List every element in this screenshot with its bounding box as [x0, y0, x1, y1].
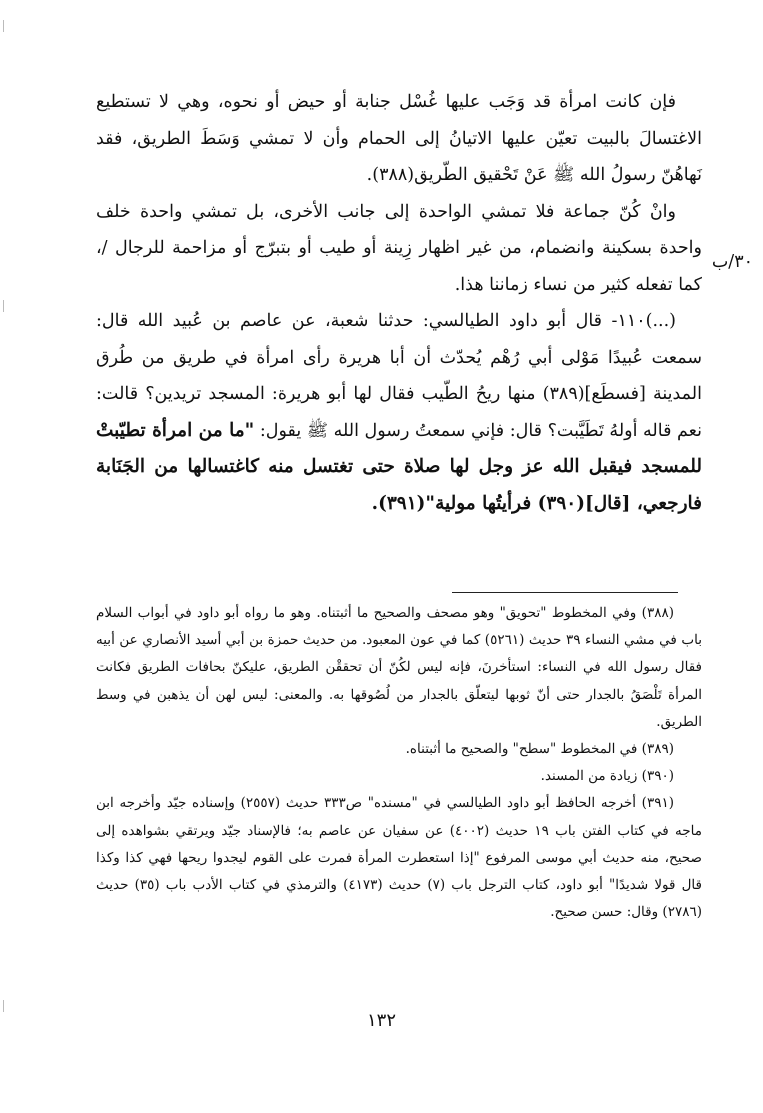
footnote-390: (٣٩٠) زيادة من المسند.	[540, 768, 674, 785]
scan-edge-mark	[3, 20, 4, 32]
paragraph-2: وانْ كُنّ جماعة فلا تمشي الواحدة إلى جانب الأخرى، بل تمشي واحدة خلف واحدة بسكينة وانضمام، من غير اظهار زِينة أو طيب أو بتبرّج أو مزاحمة للرجال /، كما تفعله كثير من نساء زماننا هذا.	[96, 201, 702, 295]
footnote-388: (٣٨٨) وفي المخطوط "تحويق" وهو مصحف والصحيح ما أثبتناه. وهو ما رواه أبو داود في أبواب السلام باب في مشي النساء ٣٩ حديث (٥٢٦١) كما في عون المعبود. من حديث حمزة بن أبي أسيد الأنصاري عن أبيه فقال رسول الله في النساء: استأخرنَ، فإنه ليس لكُنّ أن تحققْن الطريق، عليكنّ بحافات الطريق فكانت المرأة تَلْصَقُ بالجدار حتى أنّ ثوبها ليتعلّق بالجدار من لُصُوقها به. والمعنى: ليس لهن أن يذهبن في وسط الطريق.	[96, 605, 702, 730]
hadith-text: "ما من امرأة تطيّبتْ للمسجد فيقبل الله عز وجل لها صلاة حتى تغتسل منه كاغتسالها من الجَنَابة فارجعي، [قال](٣٩٠) فرأيتُها مولية"(٣٩١).	[96, 419, 702, 514]
scan-edge-mark	[3, 1000, 4, 1012]
footnotes	[96, 600, 702, 926]
page-number: ١٣٢	[366, 1010, 396, 1031]
footnote-389: (٣٨٩) في المخطوط "سطح" والصحيح ما أثبتناه.	[405, 741, 674, 758]
footnote-separator	[452, 592, 678, 593]
main-text	[96, 84, 702, 522]
paragraph-1: فإن كانت امرأة قد وَجَب عليها غُسْل جنابة أو حيض أو نحوه، وهي لا تستطيع الاغتسالَ بالبيت تعيّن عليها الاتيانُ إلى الحمام وأن لا تمشي وَسَطَ الطريق، فقد نَهاهُنّ رسولُ الله ﷺ عَنْ تَحْقيق الطّريق(٣٨٨).	[96, 92, 702, 185]
hadith-narration: (...)١١٠- قال أبو داود الطيالسي: حدثنا شعبة، عن عاصم بن عُبيد الله قال: سمعت عُبيدًا مَوْلى أبي رُهْم يُحدّث أن أبا هريرة رأى امرأة في طريق من طُرق المدينة [فسطَع](٣٨٩) منها ريحُ الطّيب فقال لها أبو هريرة: المسجد تريدين؟ قالت: نعم قاله أولهُ تَطَيَّبت؟ قال: فإني سمعتُ رسول الله ﷺ يقول:	[96, 311, 702, 441]
scan-edge-mark	[3, 300, 4, 312]
paragraph-3	[96, 303, 702, 522]
folio-reference: ٣٠/ب	[711, 252, 753, 272]
footnote-391: (٣٩١) أخرجه الحافظ أبو داود الطيالسي في "مسنده" ص٣٣٣ حديث (٢٥٥٧) وإسناده جيّد وأخرجه ابن ماجه في كتاب الفتن باب ١٩ حديث (٤٠٠٢) عن سفيان عن عاصم به؛ فالإسناد جيّد ويرتقي بشواهده إلى صحيح، منه حديث أبي موسى المرفوع "إذا استعطرت المرأة فمرت على القوم ليجدوا ريحها فهي كذا وكذا قال قولا شديدًا" أبو داود، كتاب الترجل باب (٧) حديث (٤١٧٣) والترمذي في كتاب الأدب باب (٣٥) حديث (٢٧٨٦) وقال: حسن صحيح.	[96, 795, 702, 921]
